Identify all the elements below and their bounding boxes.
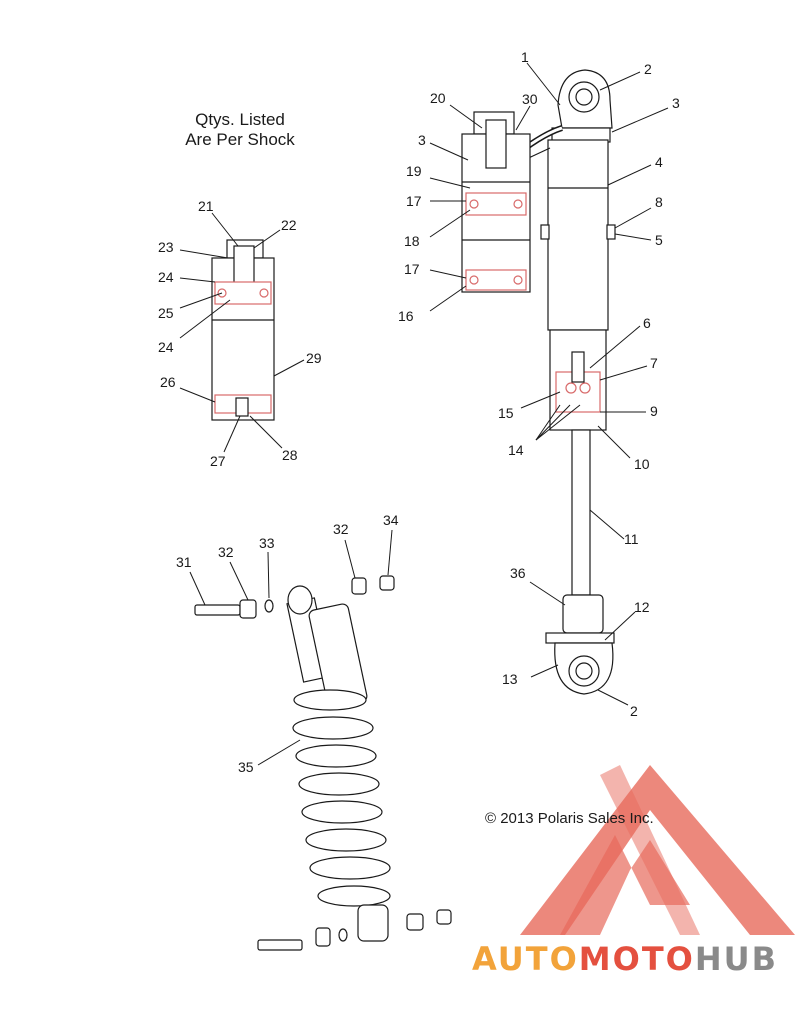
quantity-note-line1: Qtys. Listed: [195, 110, 285, 129]
callout-27: 27: [210, 453, 226, 469]
callout-23: 23: [158, 239, 174, 255]
callout-20: 20: [430, 90, 446, 106]
callout-19: 19: [406, 163, 422, 179]
callout-17-upper: 17: [406, 193, 422, 209]
callout-26: 26: [160, 374, 176, 390]
callout-12: 12: [634, 599, 650, 615]
callout-3-reservoir: 3: [418, 132, 426, 148]
callout-22: 22: [281, 217, 297, 233]
quantity-note-line2: Are Per Shock: [185, 130, 295, 149]
callout-4: 4: [655, 154, 663, 170]
watermark-part-auto: AUTO: [472, 940, 579, 978]
callout-25: 25: [158, 305, 174, 321]
callout-34: 34: [383, 512, 399, 528]
callout-3: 3: [672, 95, 680, 111]
watermark-text: [472, 940, 778, 978]
watermark-part-hub: HUB: [694, 940, 779, 978]
callout-15: 15: [498, 405, 514, 421]
callout-32-right: 32: [333, 521, 349, 537]
callout-1: 1: [521, 49, 529, 65]
callout-33: 33: [259, 535, 275, 551]
callout-17-lower: 17: [404, 261, 420, 277]
callout-2-bottom: 2: [630, 703, 638, 719]
callout-10: 10: [634, 456, 650, 472]
callout-24-lower: 24: [158, 339, 174, 355]
callout-21: 21: [198, 198, 214, 214]
callout-14: 14: [508, 442, 524, 458]
callout-16: 16: [398, 308, 414, 324]
quantity-note: [160, 110, 320, 150]
callout-2: 2: [644, 61, 652, 77]
callout-35: 35: [238, 759, 254, 775]
callout-9: 9: [650, 403, 658, 419]
callout-5: 5: [655, 232, 663, 248]
callout-36: 36: [510, 565, 526, 581]
callout-30: 30: [522, 91, 538, 107]
watermark-part-moto: MOTO: [578, 940, 695, 978]
callout-24-upper: 24: [158, 269, 174, 285]
callout-32-left: 32: [218, 544, 234, 560]
reservoir-right: [462, 112, 530, 292]
copyright-text: © 2013 Polaris Sales Inc.: [485, 810, 654, 827]
callout-11: 11: [624, 531, 639, 547]
watermark-logo-icon: [520, 765, 795, 935]
callout-6: 6: [643, 315, 651, 331]
reservoir-left: [212, 240, 274, 420]
callout-31: 31: [176, 554, 192, 570]
coil-spring-shock: [287, 586, 390, 941]
callout-29: 29: [306, 350, 322, 366]
callout-18: 18: [404, 233, 420, 249]
callout-7: 7: [650, 355, 658, 371]
callout-8: 8: [655, 194, 663, 210]
callout-28: 28: [282, 447, 298, 463]
callout-13: 13: [502, 671, 518, 687]
